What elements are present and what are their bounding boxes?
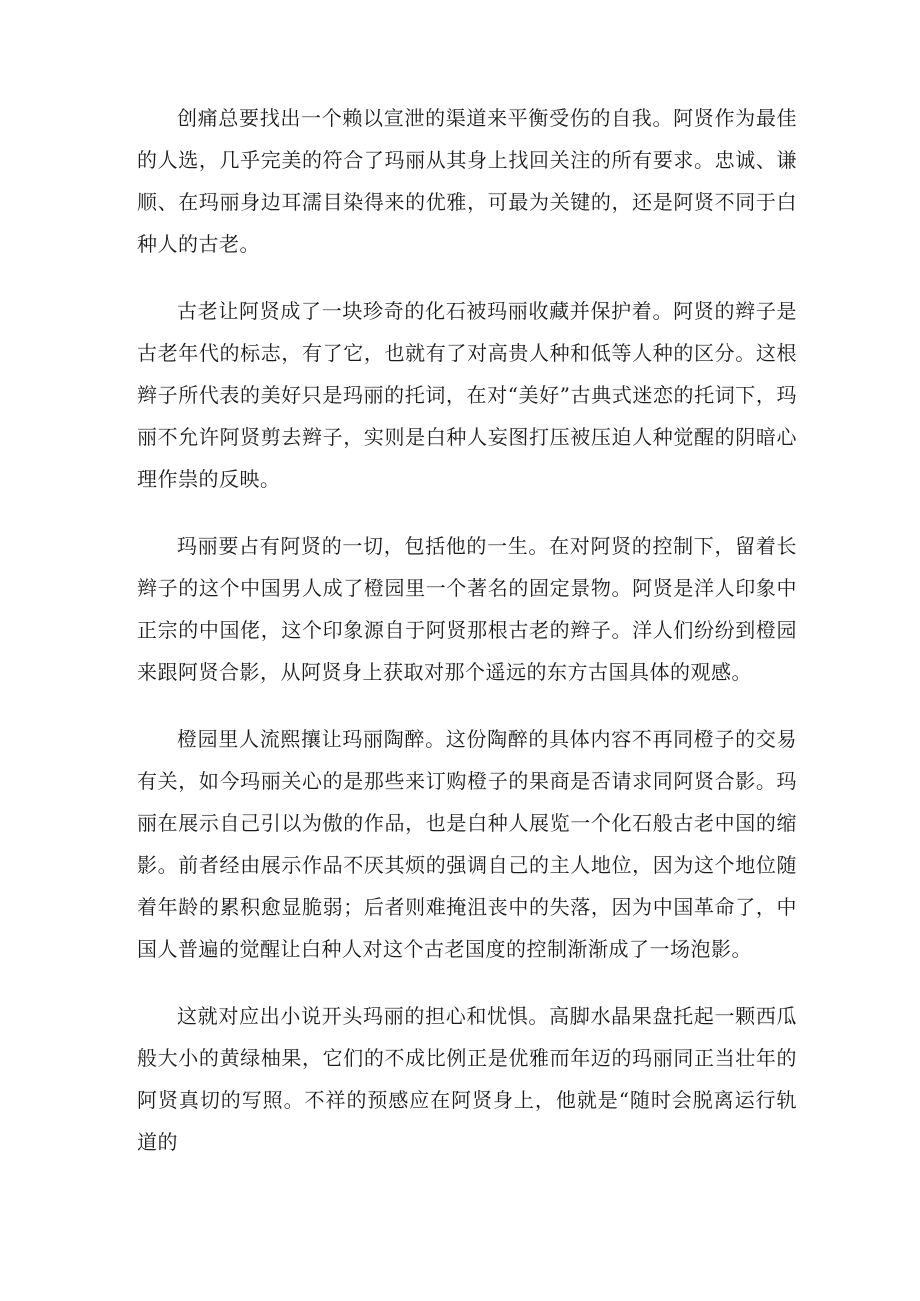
paragraph-5: 这就对应出小说开头玛丽的担心和忧惧。高脚水晶果盘托起一颗西瓜般大小的黄绿柚果，它们的不成比例正是优雅而年迈的玛丽同正当壮年的阿贤真切的写照。不祥的预感应在阿贤身上，他就是“随时会脱离运行轨道的 xyxy=(137,1004,797,1154)
paragraph-3: 玛丽要占有阿贤的一切，包括他的一生。在对阿贤的控制下，留着长辫子的这个中国男人成了橙园里一个著名的固定景物。阿贤是洋人印象中正宗的中国佬，这个印象源自于阿贤那根古老的辫子。洋人们纷纷到橙园来跟阿贤合影，从阿贤身上获取对那个遥远的东方古国具体的观感。 xyxy=(137,534,797,684)
paragraph-4: 橙园里人流熙攘让玛丽陶醉。这份陶醉的具体内容不再同橙子的交易有关，如今玛丽关心的是那些来订购橙子的果商是否请求同阿贤合影。玛丽在展示自己引以为傲的作品，也是白种人展览一个化石般古老中国的缩影。前者经由展示作品不厌其烦的强调自己的主人地位，因为这个地位随着年龄的累积愈显脆弱；后者则难掩沮丧中的失落，因为中国革命了，中国人普遍的觉醒让白种人对这个古老国度的控制渐渐成了一场泡影。 xyxy=(137,727,797,961)
document-body xyxy=(137,97,797,1188)
paragraph-1: 创痛总要找出一个赖以宣泄的渠道来平衡受伤的自我。阿贤作为最佳的人选，几乎完美的符合了玛丽从其身上找回关注的所有要求。忠诚、谦顺、在玛丽身边耳濡目染得来的优雅，可最为关键的，还是阿贤不同于白种人的古老。 xyxy=(137,106,797,256)
paragraph-2: 古老让阿贤成了一块珍奇的化石被玛丽收藏并保护着。阿贤的辫子是古老年代的标志，有了它，也就有了对高贵人种和低等人种的区分。这根辫子所代表的美好只是玛丽的托词，在对“美好”古典式迷恋的托词下，玛丽不允许阿贤剪去辫子，实则是白种人妄图打压被压迫人种觉醒的阴暗心理作祟的反映。 xyxy=(137,299,797,491)
